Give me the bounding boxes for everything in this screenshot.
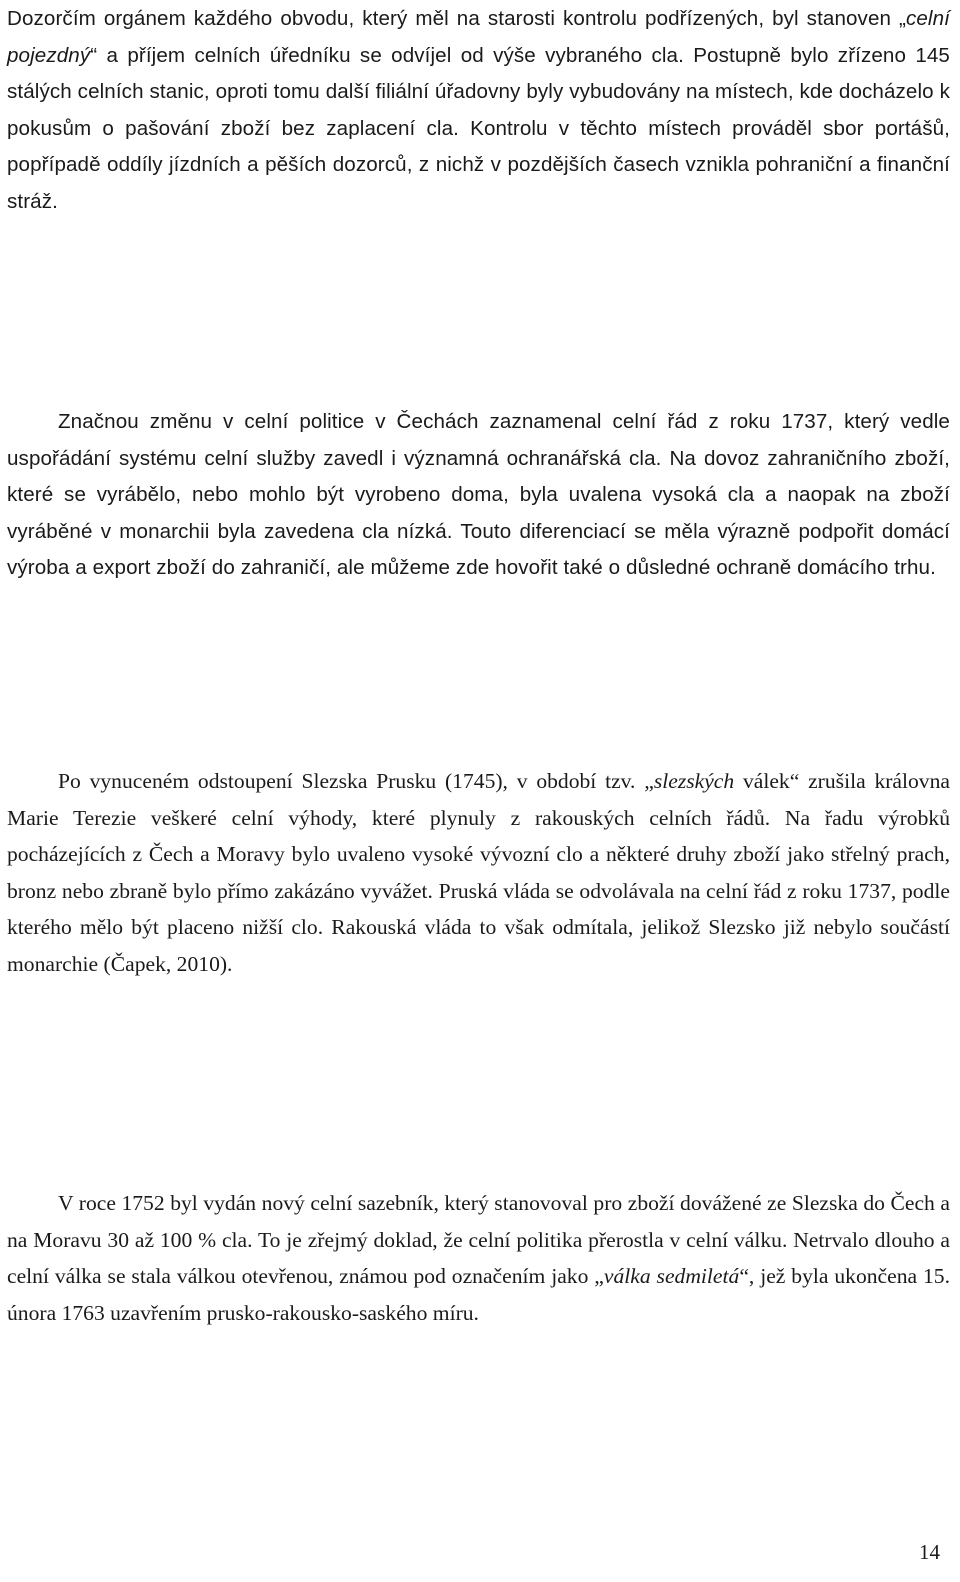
paragraph-silesian-wars	[7, 763, 950, 982]
paragraph-text: “, jež byla ukončena 15. února 1763 uzavřením prusko-rakousko-saského míru.	[7, 1264, 951, 1325]
paragraph-text: “ a příjem celních úředníku se odvíjel od výše vybraného cla. Postupně bylo zřízeno 145 stálých celních stanic, oproti tomu další filiální úřadovny byly vybudovány na místech, kde docházelo k pokusům o pašování zboží bez zaplacení cla. Kontrolu v těchto místech prováděl sbor portášů, popřípadě oddíly jízdních a pěších dozorců, z nichž v pozdějších časech vznikla pohraniční a finanční stráž.	[7, 43, 950, 213]
page-number: 14	[919, 1540, 940, 1564]
paragraph-text: V roce 1752 byl vydán nový celní sazebník, který stanovoval pro zboží dovážené ze Slezska do Čech a na Moravu 30 až 100 % cla. To je zřejmý doklad, že celní politika přerostla v celní válku. Netrvalo dlouho a celní válka se stala válkou otevřenou, známou pod označením jako „	[7, 1191, 950, 1288]
paragraph-text: Dozorčím orgánem každého obvodu, který měl na starosti kontrolu podřízených, byl stanoven „	[7, 7, 906, 30]
paragraph-customs-order-1737	[7, 404, 950, 587]
italic-term: slezských	[653, 769, 735, 793]
italic-term: celní pojezdný	[7, 7, 950, 67]
paragraph-customs-supervision	[7, 1, 950, 220]
paragraph-text: Po vynuceném odstoupení Slezska Prusku (1745), v období tzv. „	[58, 769, 654, 793]
paragraph-tariff-1752	[7, 1185, 950, 1331]
paragraph-text: Značnou změnu v celní politice v Čechách zaznamenal celní řád z roku 1737, který vedle uspořádání systému celní služby zavedl i významná ochranářská cla. Na dovoz zahraničního zboží, které se vyrábělo, nebo mohlo být vyrobeno doma, byla uvalena vysoká cla a naopak na zboží vyráběné v monarchii byla zavedena cla nízká. Touto diferenciací se měla výrazně podpořit domácí výroba a export zboží do zahraničí, ale můžeme zde hovořit také o důsledné ochraně domácího trhu.	[7, 410, 950, 579]
italic-term: válka sedmiletá	[603, 1264, 740, 1288]
paragraph-text: válek“ zrušila královna Marie Terezie veškeré celní výhody, které plynuly z rakouských celních řádů. Na řadu výrobků pocházejících z Čech a Moravy bylo uvaleno vysoké vývozní clo a některé druhy zboží jako střelný prach, bronz nebo zbraně bylo přímo zakázáno vyvážet. Pruská vláda se odvolávala na celní řád z roku 1737, podle kterého mělo být placeno nižší clo. Rakouská vláda to však odmítala, jelikož Slezsko již nebylo součástí monarchie (Čapek, 2010).	[7, 769, 950, 976]
